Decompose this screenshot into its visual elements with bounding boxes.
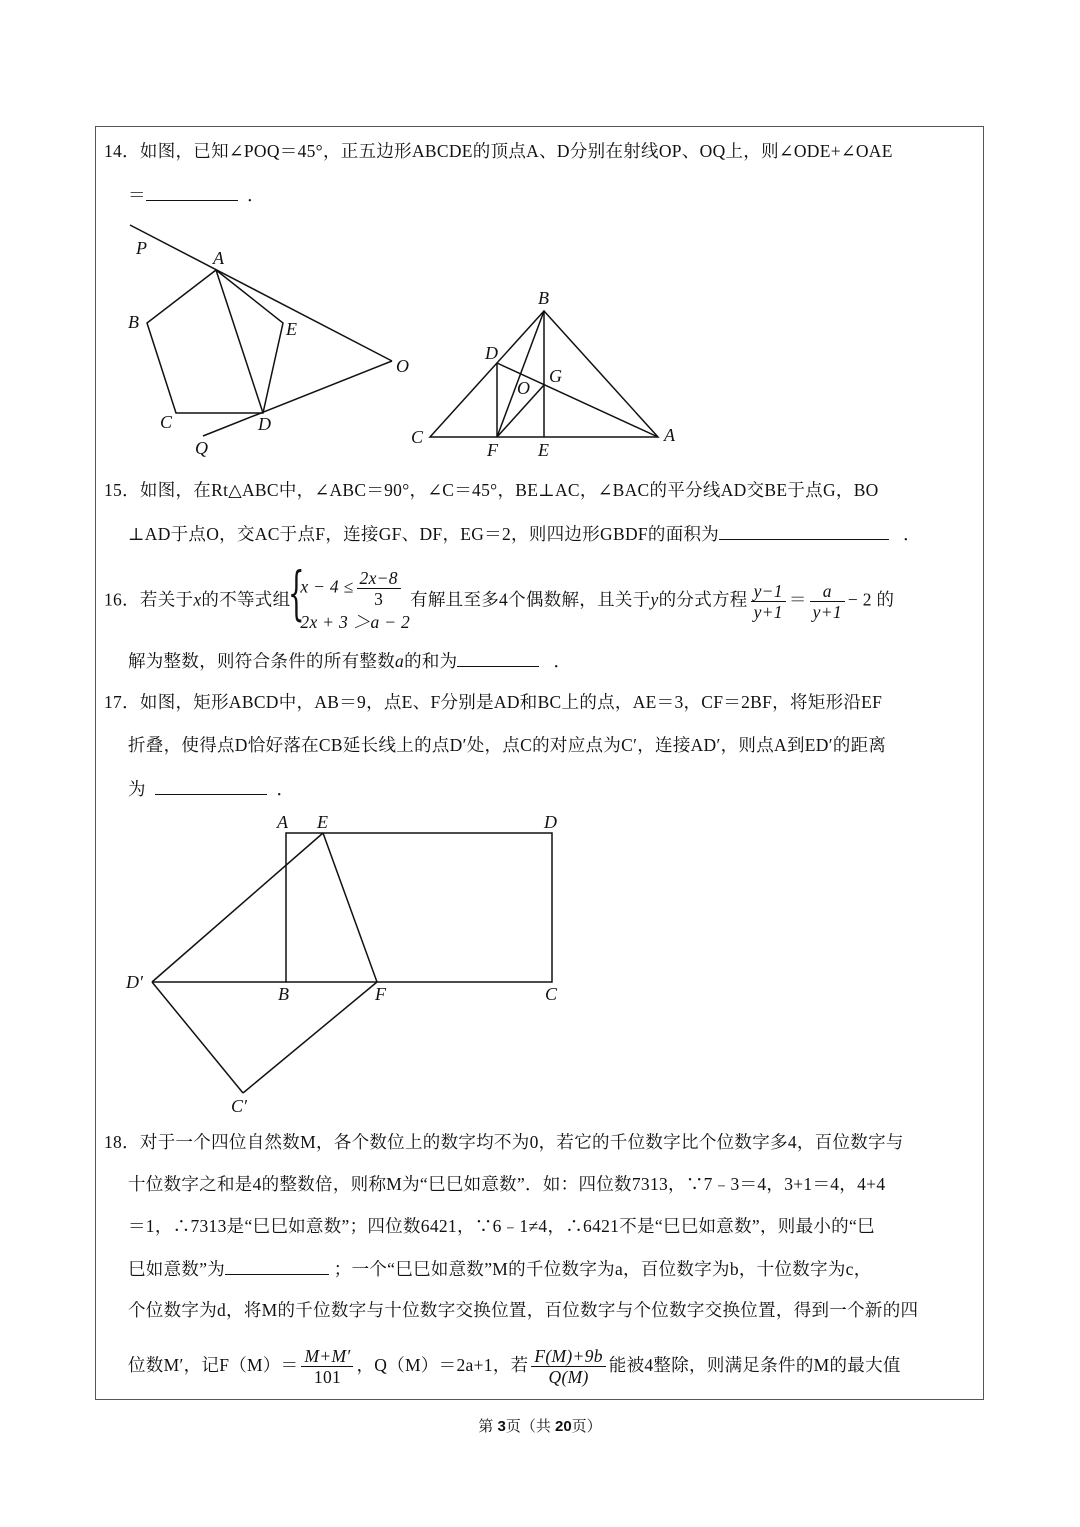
page-total: 20 bbox=[554, 1418, 572, 1435]
label-C: C bbox=[545, 984, 558, 1004]
q17-answer-blank[interactable] bbox=[155, 776, 267, 795]
label-B: B bbox=[128, 312, 139, 332]
q17-figure bbox=[125, 812, 558, 1116]
q16-text: 解为整数，则符合条件的所有整数 bbox=[128, 651, 395, 671]
q17-line-3 bbox=[128, 776, 294, 801]
q14-number: 14． bbox=[104, 141, 140, 161]
var-y: y bbox=[650, 589, 659, 610]
denominator: 3 bbox=[374, 589, 384, 609]
inequality-2: 2x + 3 ＞a − 2 bbox=[300, 612, 411, 632]
label-B: B bbox=[538, 288, 549, 308]
denominator: Q(M) bbox=[548, 1367, 589, 1388]
q15-figure bbox=[411, 288, 676, 460]
label-E: E bbox=[317, 812, 328, 832]
label-D: D bbox=[258, 414, 271, 434]
q16-text: 的不等式组 bbox=[201, 589, 291, 610]
label-O: O bbox=[396, 356, 409, 376]
q14-figure bbox=[128, 225, 409, 458]
label-Q: Q bbox=[195, 438, 208, 458]
q15-line-1 bbox=[104, 478, 879, 502]
label-F: F bbox=[487, 440, 498, 460]
label-B: B bbox=[278, 984, 289, 1004]
label-D: D bbox=[485, 343, 498, 363]
q16-text: − 2 的 bbox=[847, 589, 895, 610]
footer-text: 页） bbox=[571, 1418, 602, 1435]
q18-line-5 bbox=[128, 1298, 918, 1322]
q18-text-4: 巳如意数”为 bbox=[128, 1259, 226, 1279]
numerator: F(M)+9b bbox=[531, 1346, 605, 1367]
numerator: M+M′ bbox=[301, 1346, 353, 1367]
q18-line-4 bbox=[128, 1256, 872, 1281]
page-number: 3 bbox=[497, 1418, 506, 1435]
q16-text: 若关于 bbox=[139, 589, 194, 610]
footer-text: 第 bbox=[478, 1418, 498, 1435]
q14-text-1: 如图，已知∠POQ＝45°，正五边形ABCDE的顶点A、D分别在射线OP、OQ上，则∠ODE+∠OAE bbox=[139, 141, 893, 161]
label-P: P bbox=[136, 238, 147, 258]
q16-text: 的和为 bbox=[404, 651, 458, 671]
q18-answer-blank-1[interactable] bbox=[225, 1256, 329, 1275]
q17-text-3: 为 bbox=[128, 779, 146, 799]
q18-line-6 bbox=[128, 1340, 901, 1390]
fraction bbox=[751, 581, 786, 622]
inequality-1 bbox=[300, 568, 410, 609]
label-E: E bbox=[538, 440, 549, 460]
q18-line-1 bbox=[104, 1130, 904, 1154]
label-C: C bbox=[411, 427, 424, 447]
fraction-F bbox=[301, 1346, 353, 1387]
denominator: 101 bbox=[313, 1367, 342, 1388]
q16-line-2 bbox=[128, 648, 571, 673]
inequality-system bbox=[288, 559, 411, 635]
denominator: y+1 bbox=[753, 602, 783, 622]
label-O: O bbox=[517, 378, 530, 398]
q15-answer-blank[interactable] bbox=[719, 521, 889, 540]
q16-tail: ． bbox=[553, 651, 572, 671]
fraction-G bbox=[531, 1346, 605, 1387]
denominator: y+1 bbox=[812, 602, 842, 622]
q18-number: 18． bbox=[104, 1132, 140, 1152]
q18-text-7: 位数M′，记F（M）＝ bbox=[128, 1355, 299, 1375]
q15-number: 15． bbox=[104, 480, 140, 500]
q16-text: 有解且至多4个偶数解，且关于 bbox=[410, 589, 651, 610]
q18-text-8: ，Q（M）＝2a+1，若 bbox=[356, 1355, 529, 1375]
q17-text-1: 如图，矩形ABCD中，AB＝9，点E、F分别是AD和BC上的点，AE＝3，CF＝2BF，将矩形沿EF bbox=[139, 692, 883, 712]
var-a: a bbox=[395, 651, 405, 671]
q16-line-1 bbox=[104, 559, 895, 635]
q15-text-1: 如图，在Rt△ABC中，∠ABC＝90°，∠C＝45°，BE⊥AC，∠BAC的平分线AD交BE于点G，BO bbox=[139, 480, 879, 500]
q15-tail: ． bbox=[903, 524, 921, 544]
label-A: A bbox=[277, 812, 288, 832]
fraction bbox=[810, 581, 845, 622]
numerator: y−1 bbox=[751, 581, 786, 602]
equals: ＝ bbox=[788, 589, 807, 610]
q18-text-2: 十位数字之和是4的整数倍，则称M为“巳巳如意数”．如：四位数7313，∵7﹣3＝4，3+1＝4，4+4 bbox=[128, 1174, 886, 1194]
label-D: D bbox=[544, 812, 557, 832]
label-D-prime: D′ bbox=[126, 972, 143, 992]
q16-number: 16． bbox=[104, 589, 140, 610]
q18-text-5: ；一个“巳巳如意数”M的千位数字为a，百位数字为b，十位数字为c， bbox=[333, 1259, 872, 1279]
q17-text-2: 折叠，使得点D恰好落在CB延长线上的点D′处，点C的对应点为C′，连接AD′，则点A到ED′的距离 bbox=[128, 735, 887, 755]
q18-text-3: ＝1，∴7313是“巳巳如意数”；四位数6421，∵6﹣1≠4，∴6421不是“巳巳如意数”，则最小的“巳 bbox=[128, 1216, 875, 1236]
q14-tail: ． bbox=[247, 185, 265, 205]
q16-answer-blank[interactable] bbox=[457, 648, 539, 667]
label-G: G bbox=[549, 366, 562, 386]
q18-text-1: 对于一个四位自然数M，各个数位上的数字均不为0，若它的千位数字比个位数字多4，百位数字与 bbox=[139, 1132, 904, 1152]
fraction bbox=[357, 568, 401, 609]
q17-number: 17． bbox=[104, 692, 140, 712]
label-C-prime: C′ bbox=[231, 1096, 247, 1116]
q15-line-2 bbox=[128, 521, 921, 546]
footer-text: 页（共 bbox=[505, 1418, 555, 1435]
q14-text-2: ＝ bbox=[128, 185, 146, 205]
q18-line-2 bbox=[128, 1172, 885, 1196]
page-footer bbox=[0, 1415, 1080, 1436]
q18-text-9: 能被4整除，则满足条件的M的最大值 bbox=[608, 1355, 901, 1375]
label-A: A bbox=[213, 248, 224, 268]
ineq1-left: x − 4 ≤ bbox=[300, 576, 354, 597]
label-F: F bbox=[375, 984, 386, 1004]
q17-line-2 bbox=[128, 733, 886, 757]
q16-text: 的分式方程 bbox=[658, 589, 748, 610]
numerator: 2x−8 bbox=[357, 568, 401, 589]
label-C: C bbox=[160, 412, 173, 432]
numerator: a bbox=[810, 581, 845, 602]
q18-text-6: 个位数字为d，将M的千位数字与十位数字交换位置，百位数字与个位数字交换位置，得到一个新的四 bbox=[128, 1300, 919, 1320]
q17-line-1 bbox=[104, 690, 882, 714]
q18-line-3 bbox=[128, 1214, 875, 1238]
brace-icon: { bbox=[288, 559, 306, 627]
label-E: E bbox=[286, 319, 297, 339]
q17-tail: ． bbox=[276, 779, 295, 799]
label-A: A bbox=[664, 425, 675, 445]
var-x: x bbox=[193, 589, 202, 610]
q15-text-2: ⊥AD于点O，交AC于点F，连接GF、DF，EG＝2，则四边形GBDF的面积为 bbox=[128, 524, 720, 544]
